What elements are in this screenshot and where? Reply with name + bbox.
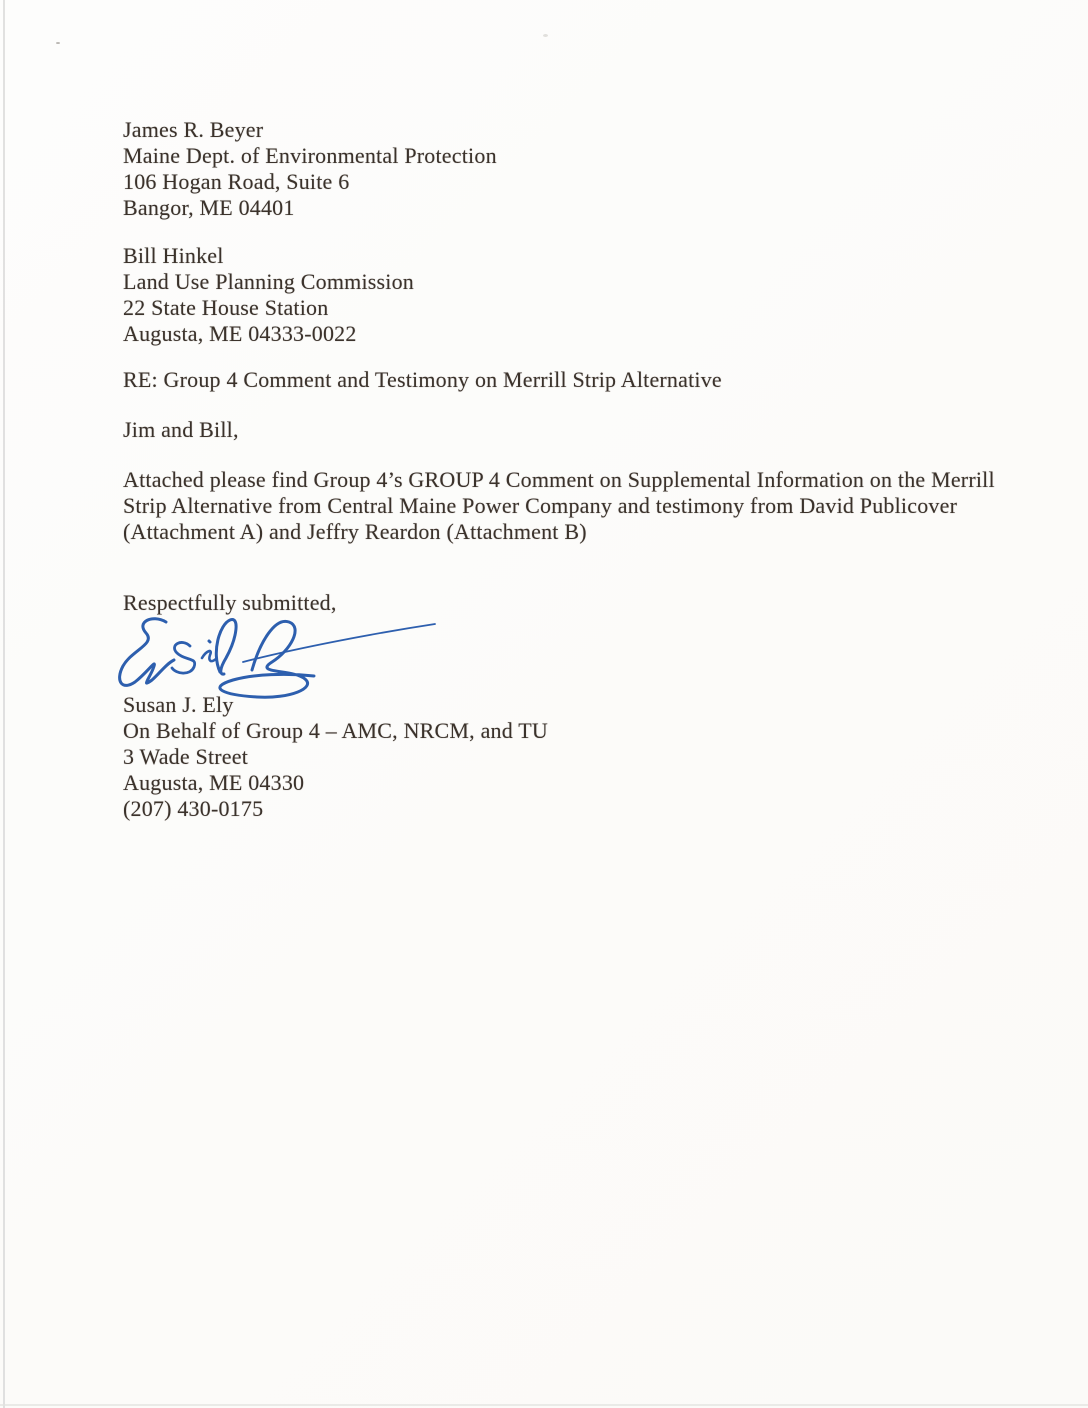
signature-ink-dot: [209, 641, 210, 642]
sender-block: [123, 692, 548, 822]
closing-text: Respectfully submitted,: [123, 590, 337, 615]
body-line: Attached please find Group 4’s GROUP 4 Comment on Supplemental Information on the Merrill: [123, 467, 995, 492]
body-paragraph: [123, 467, 995, 545]
recipient-org: Maine Dept. of Environmental Protection: [123, 143, 497, 168]
recipient-block-primary: [123, 117, 497, 221]
recipient-city: Augusta, ME 04333-0022: [123, 321, 357, 346]
scan-edge-line-bottom: [0, 1404, 1088, 1406]
closing: [123, 590, 337, 616]
sender-role: On Behalf of Group 4 – AMC, NRCM, and TU: [123, 718, 548, 743]
signature-stroke: [216, 620, 236, 675]
signature-stroke: [120, 619, 174, 686]
sender-name: Susan J. Ely: [123, 692, 234, 717]
scan-speck: [543, 34, 548, 37]
sender-street: 3 Wade Street: [123, 744, 249, 769]
body-line: (Attachment A) and Jeffry Reardon (Attachment B): [123, 519, 587, 544]
recipient-name: Bill Hinkel: [123, 243, 224, 268]
body-line: Strip Alternative from Central Maine Power Company and testimony from David Publicover: [123, 493, 958, 518]
salutation-text: Jim and Bill,: [123, 417, 239, 442]
recipient-name: James R. Beyer: [123, 117, 264, 142]
recipient-street: 106 Hogan Road, Suite 6: [123, 169, 350, 194]
sender-phone: (207) 430-0175: [123, 796, 264, 821]
recipient-street: 22 State House Station: [123, 295, 329, 320]
subject-text: RE: Group 4 Comment and Testimony on Merrill Strip Alternative: [123, 367, 722, 392]
scan-speck: [56, 42, 60, 44]
recipient-city: Bangor, ME 04401: [123, 195, 295, 220]
salutation: [123, 417, 239, 443]
signature-stroke: [202, 651, 216, 661]
recipient-org: Land Use Planning Commission: [123, 269, 414, 294]
recipient-block-secondary: [123, 243, 414, 347]
scan-edge-line-left: [3, 0, 5, 1408]
sender-city: Augusta, ME 04330: [123, 770, 305, 795]
subject-line: [123, 367, 722, 393]
signature-stroke: [172, 642, 195, 673]
